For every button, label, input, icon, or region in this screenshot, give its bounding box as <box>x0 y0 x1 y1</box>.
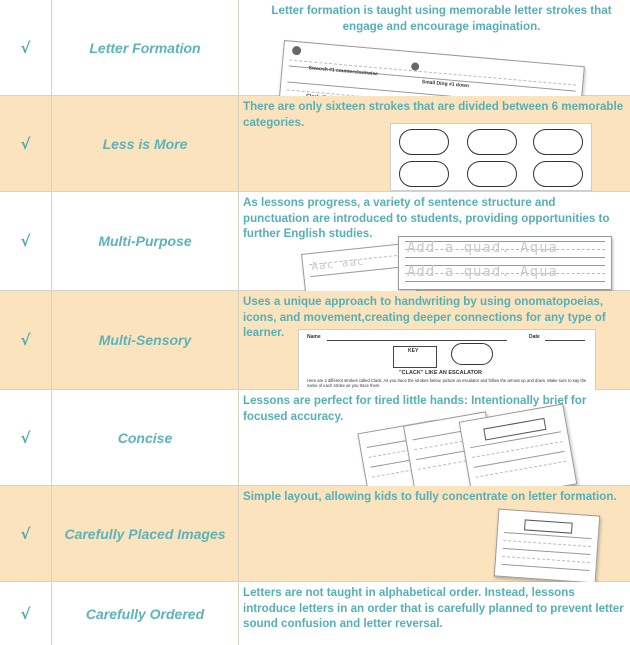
ferris-wheel-cloud-icon <box>467 161 517 187</box>
feature-row-multi-sensory <box>0 291 630 390</box>
trace-text: Aac aac <box>310 254 366 273</box>
feature-description: Letter formation is taught using memorable letter strokes that engage and encourage imagination. <box>271 4 612 33</box>
elevator-cloud-icon <box>399 129 449 155</box>
feature-title: Multi-Purpose <box>52 192 239 290</box>
feature-row-multi-purpose <box>0 192 630 291</box>
check-mark-icon: √ <box>0 486 52 581</box>
feature-row-less-is-more <box>0 96 630 192</box>
feature-row-carefully-ordered <box>0 582 630 645</box>
check-mark-icon: √ <box>0 0 52 95</box>
key-label: KEY <box>408 348 419 354</box>
check-mark-icon: √ <box>0 96 52 191</box>
feature-title: Carefully Placed Images <box>52 486 239 581</box>
feature-title: Carefully Ordered <box>52 582 239 645</box>
feature-description: Letters are not taught in alphabetical order. Instead, lessons introduce letters in an order that is carefully planned to prevent letter sound confusion and letter reversal. <box>243 586 624 630</box>
check-mark-icon: √ <box>0 291 52 389</box>
feature-title: Letter Formation <box>52 0 239 95</box>
feature-title: Less is More <box>52 96 239 191</box>
trace-text: Add a quad. Aqua <box>407 264 558 280</box>
check-mark-icon: √ <box>0 192 52 290</box>
escalator-cloud-icon <box>451 343 493 365</box>
short-lesson-pages-image <box>345 410 630 486</box>
feature-description: Uses a unique approach to handwriting by using onomatopoeias, icons, and movement,creating deeper connections for any type of learner. <box>243 295 606 339</box>
feature-title: Concise <box>52 390 239 485</box>
escalator-worksheet-image <box>298 329 596 391</box>
simple-layout-page-image <box>492 508 602 580</box>
feature-description: Lessons are perfect for tired little hands: Intentionally brief for focused accuracy. <box>243 394 587 423</box>
trace-text: Add a quad. Aqua <box>407 240 558 256</box>
feature-description: Simple layout, allowing kids to fully concentrate on letter formation. <box>243 490 617 503</box>
feature-row-concise <box>0 390 630 486</box>
escalator-cloud-icon <box>533 129 583 155</box>
stroke-label: Small Ding #1 down <box>421 79 470 90</box>
check-mark-icon: √ <box>0 390 52 485</box>
check-mark-icon: √ <box>0 582 52 645</box>
feature-row-letter-formation <box>0 0 630 96</box>
key-box <box>393 346 437 368</box>
feature-description: There are only sixteen strokes that are divided between 6 memorable categories. <box>243 100 624 129</box>
stroke-categories-image <box>390 123 592 191</box>
category-cloud-icon <box>467 129 517 155</box>
worksheet-body: Here are 2 different strokes called Clack. As you trace the strokes below, picture an escalator and follow the arrows up and down. Make sure to say the name of each stroke as you trace them. <box>307 378 587 388</box>
wave-cloud-icon <box>533 161 583 187</box>
worksheet-heading: "CLACK" LIKE AN ESCALATOR <box>399 370 483 376</box>
step-number-icon <box>292 46 302 56</box>
feature-description: As lessons progress, a variety of sentence structure and punctuation are introduced to students, providing opportunities to further English studies. <box>243 196 610 240</box>
feature-row-carefully-placed-images <box>0 486 630 582</box>
stroke-label: Swoosh #1 counterclockwise <box>308 65 379 78</box>
worksheet-name-label: Name <box>307 334 321 340</box>
worksheet-date-label: Date <box>529 334 540 340</box>
sentence-practice-image <box>300 236 630 291</box>
letter-stroke-worksheet-image <box>278 34 630 96</box>
car-cloud-icon <box>399 161 449 187</box>
feature-title: Multi-Sensory <box>52 291 239 389</box>
